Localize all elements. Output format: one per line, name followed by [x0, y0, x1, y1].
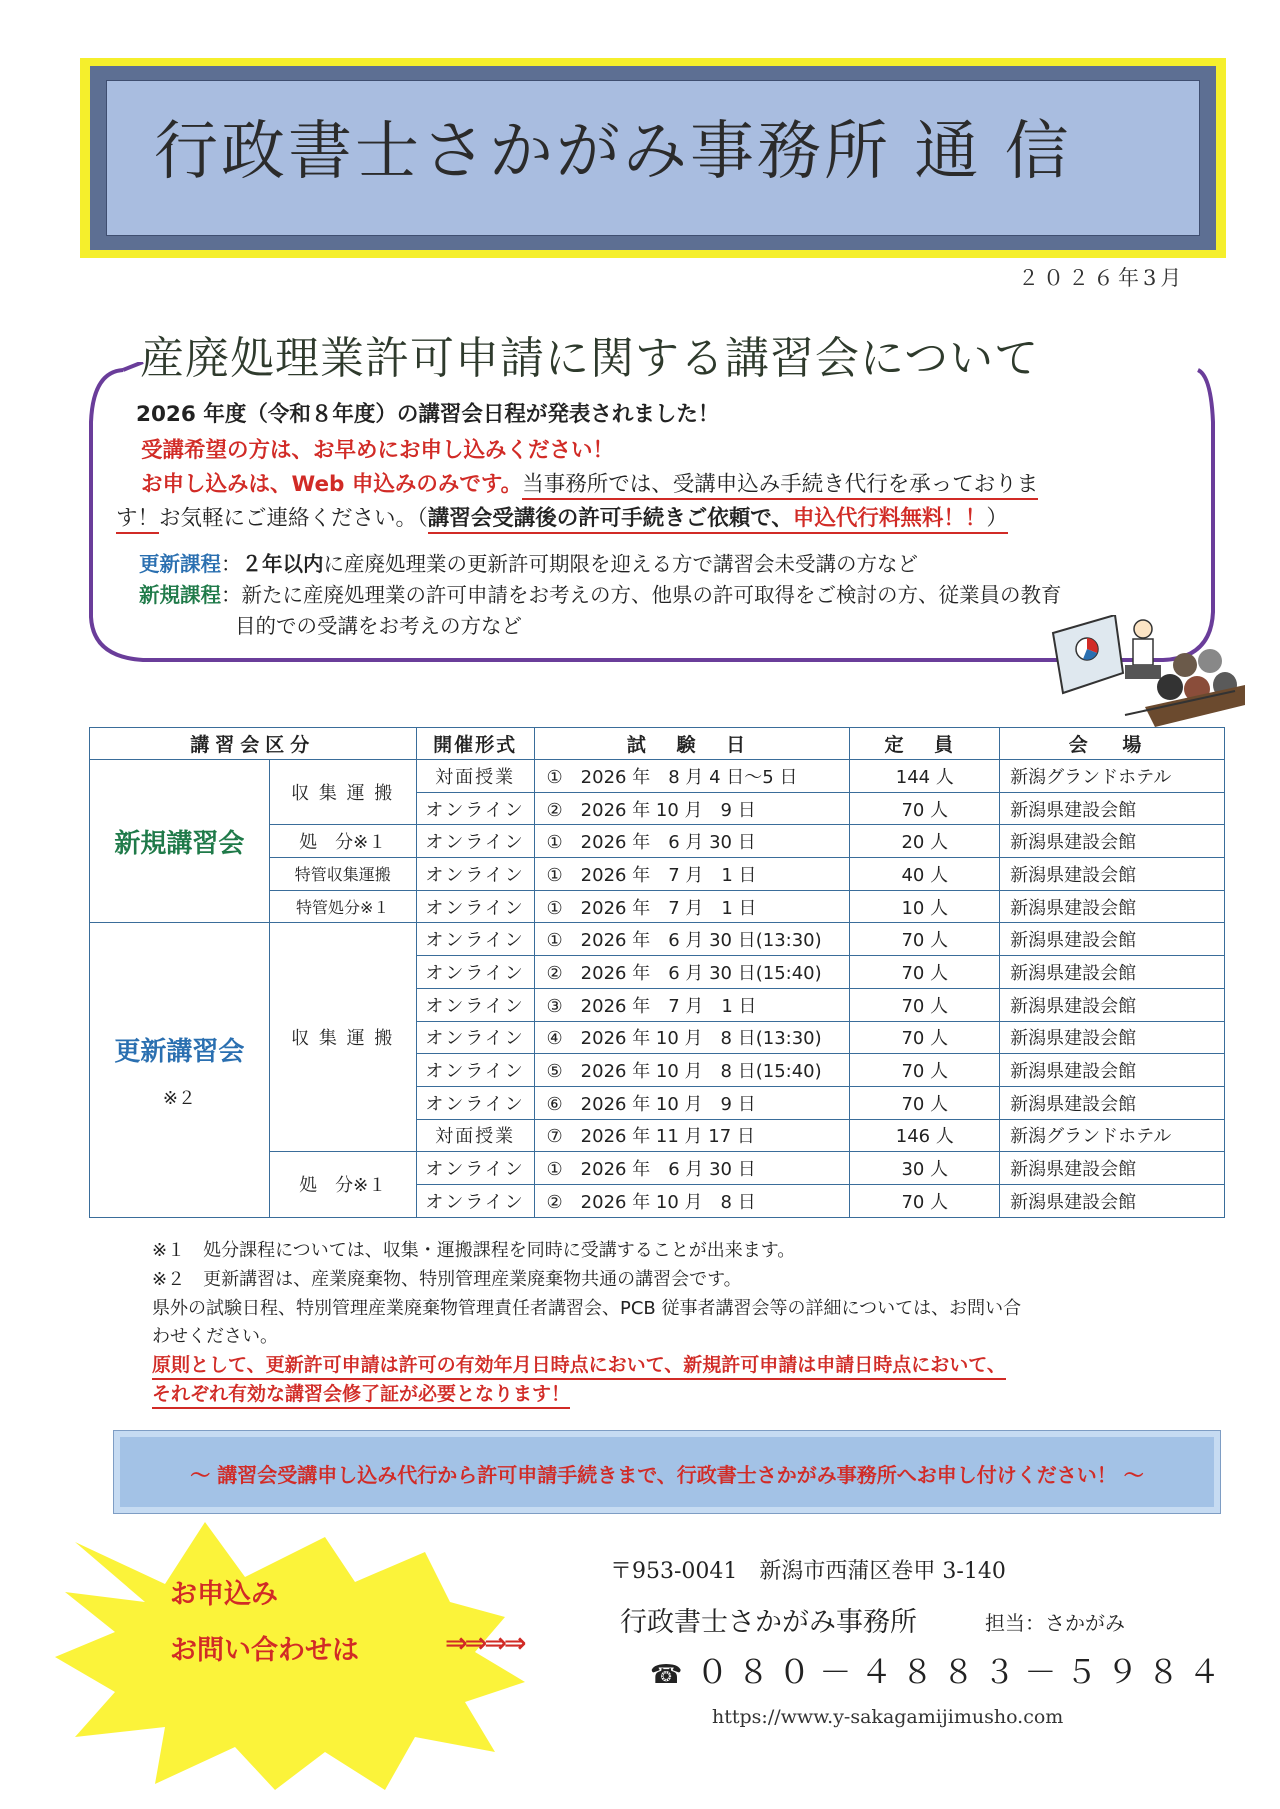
new-course-label: 新規課程 [139, 583, 221, 607]
capacity-cell: 10 人 [850, 890, 1000, 923]
section-title: 産廃処理業許可申請に関する講習会について [140, 333, 1040, 384]
group-renewal-note: ※２ [162, 1087, 196, 1109]
capacity-cell: 70 人 [850, 1086, 1000, 1119]
format-cell: オンライン [416, 1152, 534, 1185]
capacity-cell: 70 人 [850, 1021, 1000, 1054]
venue-cell: 新潟県建設会館 [1000, 1152, 1225, 1185]
note-5-red: 原則として、更新許可申請は許可の有効年月日時点において、新規許可申請は申請日時点において、 [152, 1350, 1006, 1380]
phone-line [650, 1647, 1229, 1693]
new-colon: ： [221, 583, 242, 607]
venue-cell: 新潟県建設会館 [1000, 792, 1225, 825]
venue-cell: 新潟県建設会館 [1000, 1021, 1225, 1054]
website-url[interactable]: https://www.y-sakagamijimusho.com [712, 1706, 1064, 1728]
renewal-course-text: に産廃処理業の更新許可期限を迎える方で講習会未受講の方など [323, 552, 918, 576]
date-cell: ① 2026 年 6 月 30 日 [534, 1152, 850, 1185]
format-cell: オンライン [416, 1184, 534, 1217]
format-cell: 対面授業 [416, 1119, 534, 1152]
date-cell: ① 2026 年 6 月 30 日 [534, 825, 850, 858]
new-course-text-2: 目的での受講をお考えの方など [235, 614, 522, 638]
line4-mid: お気軽にご連絡ください。（ [159, 506, 428, 531]
title-banner [80, 58, 1226, 258]
free-fee-notice: 申込代行料無料！！ [793, 506, 987, 534]
venue-cell: 新潟県建設会館 [1000, 956, 1225, 989]
header-venue: 会 場 [1000, 728, 1225, 760]
venue-cell: 新潟県建設会館 [1000, 890, 1225, 923]
capacity-cell: 70 人 [850, 1184, 1000, 1217]
format-cell: 対面授業 [416, 760, 534, 793]
date-cell: ② 2026 年 10 月 8 日 [534, 1184, 850, 1217]
header-format: 開催形式 [416, 728, 534, 760]
line4-start: す！ [116, 506, 159, 534]
capacity-cell: 30 人 [850, 1152, 1000, 1185]
format-cell: オンライン [416, 858, 534, 891]
cta-banner [113, 1430, 1221, 1514]
announcement-line-2: 受講希望の方は、お早めにお申し込みください！ [141, 438, 615, 463]
sub-category: 収 集 運 搬 [269, 760, 416, 825]
venue-cell: 新潟県建設会館 [1000, 858, 1225, 891]
capacity-cell: 70 人 [850, 923, 1000, 956]
date-cell: ① 2026 年 8 月 4 日～5 日 [534, 760, 850, 793]
office-name: 行政書士さかがみ事務所 [620, 1607, 917, 1638]
burst-arrows: ⇒⇒⇒⇒ [445, 1628, 524, 1659]
renewal-period: ２年以内 [241, 552, 324, 576]
table-header-row [90, 728, 1225, 760]
format-cell: オンライン [416, 825, 534, 858]
group-renewal-label: 更新講習会 [114, 1036, 245, 1067]
capacity-cell: 144 人 [850, 760, 1000, 793]
date-cell: ⑦ 2026 年 11 月 17 日 [534, 1119, 850, 1152]
renewal-colon: ： [221, 552, 242, 576]
announcement-line-3 [141, 467, 1038, 498]
note-3: 県外の試験日程、特別管理産業廃棄物管理責任者講習会、PCB 従事者講習会等の詳細については、お問い合 [152, 1298, 1022, 1319]
format-cell: オンライン [416, 1054, 534, 1087]
new-course-text-1: 新たに産廃処理業の許可申請をお考えの方、他県の許可取得をご検討の方、従業員の教育 [241, 583, 1062, 607]
renewal-course-line [139, 547, 918, 577]
table-row [90, 923, 1225, 956]
header-date: 試 験 日 [534, 728, 850, 760]
seminar-schedule-table [89, 727, 1225, 1218]
format-cell: オンライン [416, 1021, 534, 1054]
seminar-illustration [1045, 615, 1245, 727]
newsletter-title: 行政書士さかがみ事務所 通 信 [154, 115, 1072, 189]
phone-icon: ☎ [650, 1660, 683, 1690]
format-cell: オンライン [416, 988, 534, 1021]
group-renewal-seminar [90, 923, 270, 1217]
capacity-cell: 146 人 [850, 1119, 1000, 1152]
sub-category: 処 分※１ [269, 1152, 416, 1217]
capacity-cell: 70 人 [850, 792, 1000, 825]
venue-cell: 新潟県建設会館 [1000, 825, 1225, 858]
phone-number[interactable]: ０８０－４８８３－５９８４ [696, 1653, 1230, 1691]
new-course-line [139, 578, 1062, 608]
date-cell: ⑥ 2026 年 10 月 9 日 [534, 1086, 850, 1119]
date-cell: ⑤ 2026 年 10 月 8 日(15:40) [534, 1054, 850, 1087]
date-cell: ① 2026 年 7 月 1 日 [534, 890, 850, 923]
date-cell: ② 2026 年 10 月 9 日 [534, 792, 850, 825]
venue-cell: 新潟県建設会館 [1000, 988, 1225, 1021]
date-cell: ① 2026 年 7 月 1 日 [534, 858, 850, 891]
sub-category: 特管処分※１ [269, 890, 416, 923]
contact-person: 担当：さかがみ [985, 1611, 1125, 1635]
group-new-seminar: 新規講習会 [90, 760, 270, 923]
capacity-cell: 40 人 [850, 858, 1000, 891]
note-6-red: それぞれ有効な講習会修了証が必要となります！ [152, 1379, 570, 1409]
note-4: わせください。 [152, 1326, 278, 1347]
burst-apply-text: お申込み [170, 1579, 278, 1610]
announcement-line-1: 2026 年度（令和８年度）の講習会日程が発表されました！ [136, 402, 720, 427]
postal-address: 〒953-0041 新潟市西蒲区巻甲 3-140 [610, 1559, 1006, 1584]
table-row [90, 760, 1225, 793]
note-1: ※１ 処分課程については、収集・運搬課程を同時に受講することが出来ます。 [152, 1240, 796, 1261]
venue-cell: 新潟県建設会館 [1000, 1184, 1225, 1217]
date-cell: ③ 2026 年 7 月 1 日 [534, 988, 850, 1021]
line4-bold: 講習会受講後の許可手続きご依頼で、 [428, 506, 793, 534]
issue-date: ２０２６年3月 [1018, 266, 1186, 290]
capacity-cell: 70 人 [850, 988, 1000, 1021]
capacity-cell: 70 人 [850, 1054, 1000, 1087]
proxy-service-text: 当事務所では、受講申込み手続き代行を承っておりま [522, 472, 1038, 500]
header-category: 講習会区分 [90, 728, 417, 760]
sub-category: 特管収集運搬 [269, 858, 416, 891]
burst-inquiry-text: お問い合わせは [170, 1635, 359, 1666]
format-cell: オンライン [416, 792, 534, 825]
venue-cell: 新潟県建設会館 [1000, 923, 1225, 956]
date-cell: ④ 2026 年 10 月 8 日(13:30) [534, 1021, 850, 1054]
announcement-line-4 [116, 501, 1008, 532]
note-2: ※２ 更新講習は、産業廃棄物、特別管理産業廃棄物共通の講習会です。 [152, 1269, 742, 1290]
venue-cell: 新潟県建設会館 [1000, 1054, 1225, 1087]
date-cell: ② 2026 年 6 月 30 日(15:40) [534, 956, 850, 989]
renewal-course-label: 更新課程 [139, 552, 221, 576]
date-cell: ① 2026 年 6 月 30 日(13:30) [534, 923, 850, 956]
venue-cell: 新潟グランドホテル [1000, 760, 1225, 793]
venue-cell: 新潟県建設会館 [1000, 1086, 1225, 1119]
venue-cell: 新潟グランドホテル [1000, 1119, 1225, 1152]
header-capacity: 定 員 [850, 728, 1000, 760]
cta-text: ～ 講習会受講申し込み代行から許可申請手続きまで、行政書士さかがみ事務所へお申し付けください！ ～ [190, 1463, 1144, 1487]
format-cell: オンライン [416, 956, 534, 989]
format-cell: オンライン [416, 1086, 534, 1119]
line4-end: ） [986, 506, 1008, 534]
format-cell: オンライン [416, 890, 534, 923]
sub-category: 処 分※１ [269, 825, 416, 858]
capacity-cell: 20 人 [850, 825, 1000, 858]
format-cell: オンライン [416, 923, 534, 956]
sub-category: 収 集 運 搬 [269, 923, 416, 1152]
web-only-notice: お申し込みは、Web 申込みのみです。 [141, 472, 523, 497]
capacity-cell: 70 人 [850, 956, 1000, 989]
